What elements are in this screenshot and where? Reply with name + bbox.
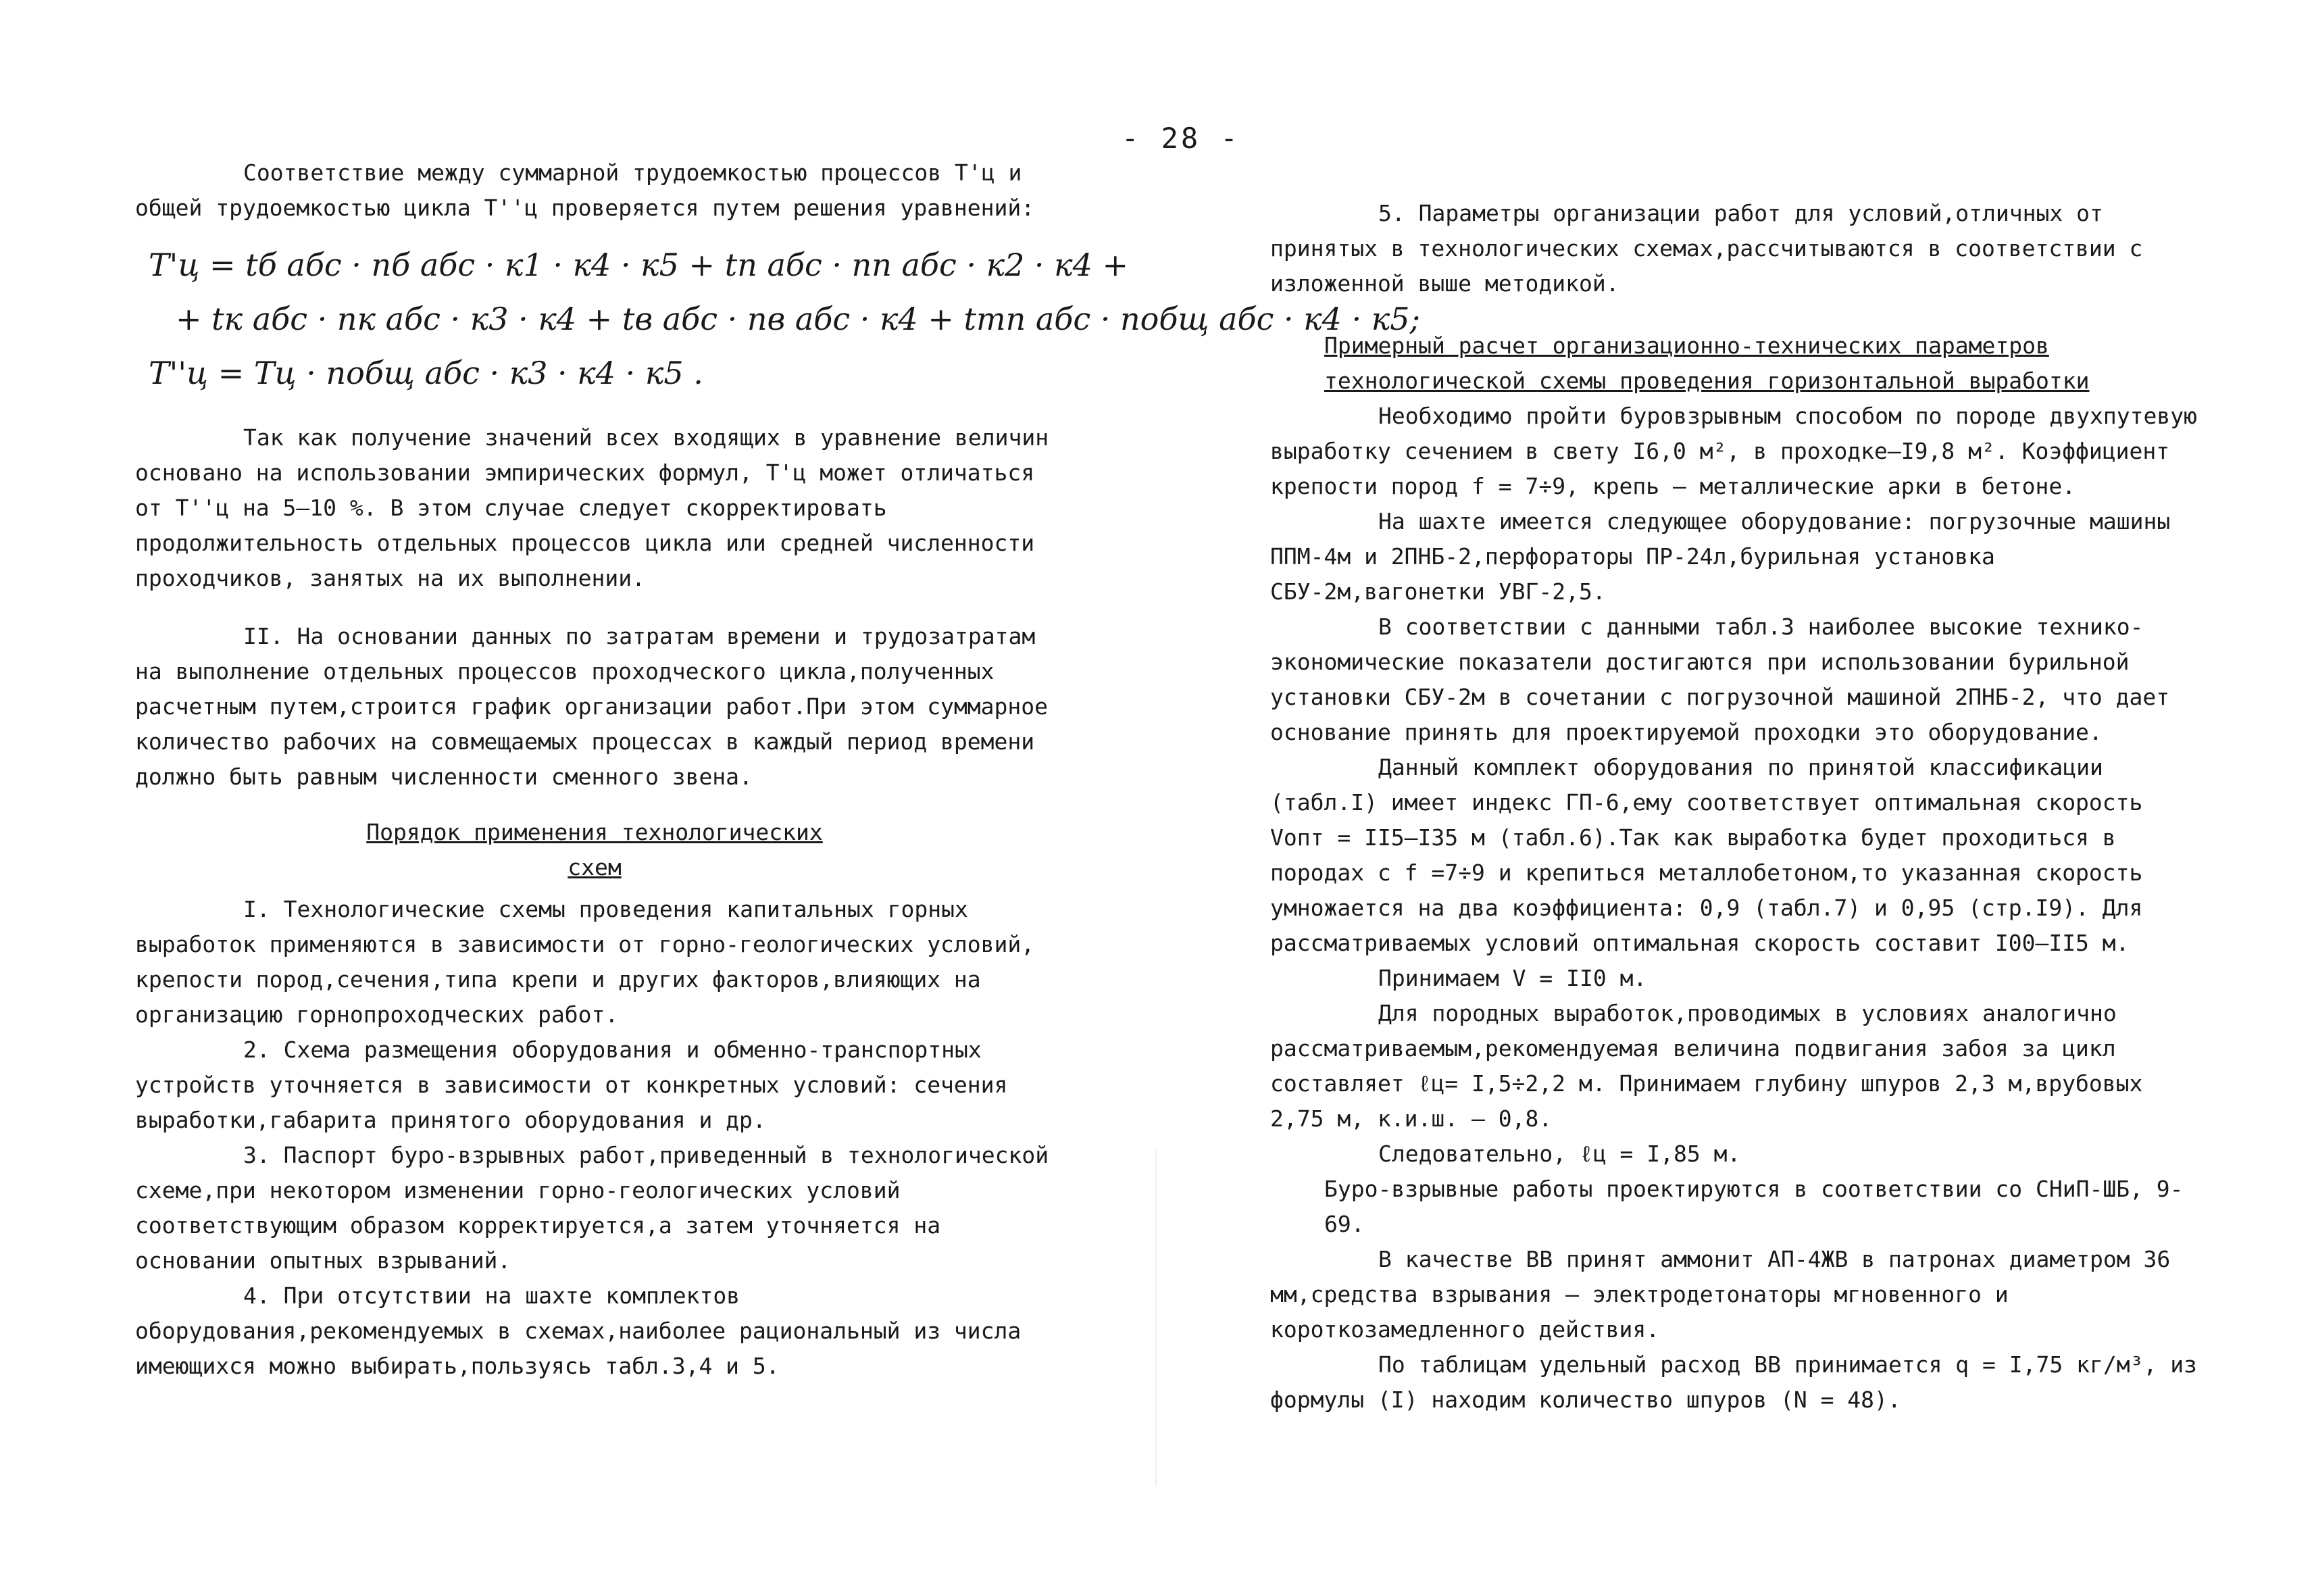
page-fold-line — [1155, 1149, 1157, 1487]
right-column — [1270, 196, 2203, 1418]
paragraph-holes: По таблицам удельный расход ВВ принимается q = I,75 кг/м³, из формулы (I) находим количество шпуров (N = 48). — [1270, 1351, 2197, 1413]
list-item-4: 4. При отсутствии на шахте комплектов оборудования,рекомендуемых в схемах,наиболее рациональный из числа имеющихся можно выбирать,пользуясь табл.3,4 и 5. — [135, 1282, 1022, 1379]
list-item-5: 5. Параметры организации работ для условий,отличных от принятых в технологических схемах,рассчитываются в соответствии с изложенной выше методикой. — [1270, 200, 2143, 297]
intro-paragraph: Соответствие между суммарной трудоемкостью процессов Т'ц и общей трудоемкостью цикла Т''ц проверяется путем решения уравнений: — [135, 159, 1035, 221]
paragraph-schedule: II. На основании данных по затратам времени и трудозатратам на выполнение отдельных процессов проходческого цикла,полученных расчетным путем,строится график организации работ.При этом суммарное количество рабочих на совмещаемых процессах в каждый период времени должно быть равным численности сменного звена. — [135, 623, 1049, 790]
formula-block — [149, 238, 1421, 400]
section-heading-order: Порядок применения технологических схем — [366, 819, 823, 880]
page-number: - 28 - — [1122, 122, 1240, 155]
paragraph-equipment: На шахте имеется следующее оборудование: погрузочные машины ППМ-4м и 2ПНБ-2,перфораторы ПР-24л,бурильная установка СБУ-2м,вагонетки УВГ-2,5. — [1270, 508, 2171, 605]
paragraph-selection: В соответствии с данными табл.3 наиболее высокие технико-экономические показатели достигаются при использовании бурильной установки СБУ-2м в сочетании с погрузочной машиной 2ПНБ-2, что дает основание принять для проектируемой проходки это оборудование. — [1270, 614, 2170, 745]
formula-line-2: + tк абс · nк абс · к3 · к4 + tв абс · nв абс · к4 + tтп абс · nобщ абс · к4 · к5; — [176, 301, 1421, 337]
paragraph-explosive: В качестве ВВ принят аммонит АП-4ЖВ в патронах диаметром 36 мм,средства взрывания – электродетонаторы мгновенного и короткозамедленного действия. — [1270, 1246, 2171, 1343]
formula-line-1: Т'ц = tб абс · nб абс · к1 · к4 · к5 + tп абс · nп абс · к2 · к4 + — [149, 247, 1129, 283]
paragraph-advance: Для породных выработок,проводимых в условиях аналогично рассматриваемым,рекомендуемая величина подвигания забоя за цикл составляет ℓц= I,5÷2,2 м. Принимаем глубину шпуров 2,3 м,врубовых 2,75 м, к.и.ш. – 0,8. — [1270, 1000, 2143, 1132]
list-item-1: I. Технологические схемы проведения капитальных горных выработок применяются в зависимости от горно-геологических условий, крепости пород,сечения,типа крепи и других факторов,влияющих на организацию горнопроходческих работ. — [135, 896, 1035, 1028]
paragraph-speed: Данный комплект оборудования по принятой классификации (табл.I) имеет индекс ГП-6,ему соответствует оптимальная скорость Vопт = II5–I35 м (табл.6).Так как выработка будет проходиться в породах с f =7÷9 и крепиться металлобетоном,то указанная скорость умножается на два коэффициента: 0,9 (табл.7) и 0,95 (стр.I9). Для рассматриваемых условий оптимальная скорость составит I00–II5 м. — [1270, 754, 2143, 956]
section-heading-example: Примерный расчет организационно-технических параметров технологической схемы проведения горизонтальной выработки — [1324, 332, 2090, 394]
formula-line-3: Т''ц = Тц · nобщ абс · к3 · к4 · к5 . — [149, 355, 703, 391]
paragraph-deviation: Так как получение значений всех входящих в уравнение величин основано на использовании эмпирических формул, Т'ц может отличаться от Т''ц на 5–10 %. В этом случае следует скорректировать продолжительность отдельных процессов цикла или средней численности проходчиков, занятых на их выполнении. — [135, 424, 1049, 591]
list-item-2: 2. Схема размещения оборудования и обменно-транспортных устройств уточняется в зависимости от конкретных условий: сечения выработки,габарита принятого оборудования и др. — [135, 1037, 1008, 1133]
left-column — [135, 155, 1421, 1384]
paragraph-consequently: Следовательно, ℓц = I,85 м. — [1378, 1141, 1741, 1167]
paragraph-accept-speed: Принимаем V = II0 м. — [1378, 965, 1647, 991]
list-item-3: 3. Паспорт буро-взрывных работ,приведенный в технологической схеме,при некотором изменении горно-геологических условий соответствующим образом корректируется,а затем уточняется на основании опытных взрываний. — [135, 1142, 1049, 1274]
paragraph-snip: Буро-взрывные работы проектируются в соответствии со СНиП-ШБ, 9-69. — [1324, 1176, 2184, 1237]
paragraph-task: Необходимо пройти буровзрывным способом по породе двухпутевую выработку сечением в свету I6,0 м², в проходке–I9,8 м². Коэффициент крепости пород f = 7÷9, крепь – металлические арки в бетоне. — [1270, 403, 2197, 499]
